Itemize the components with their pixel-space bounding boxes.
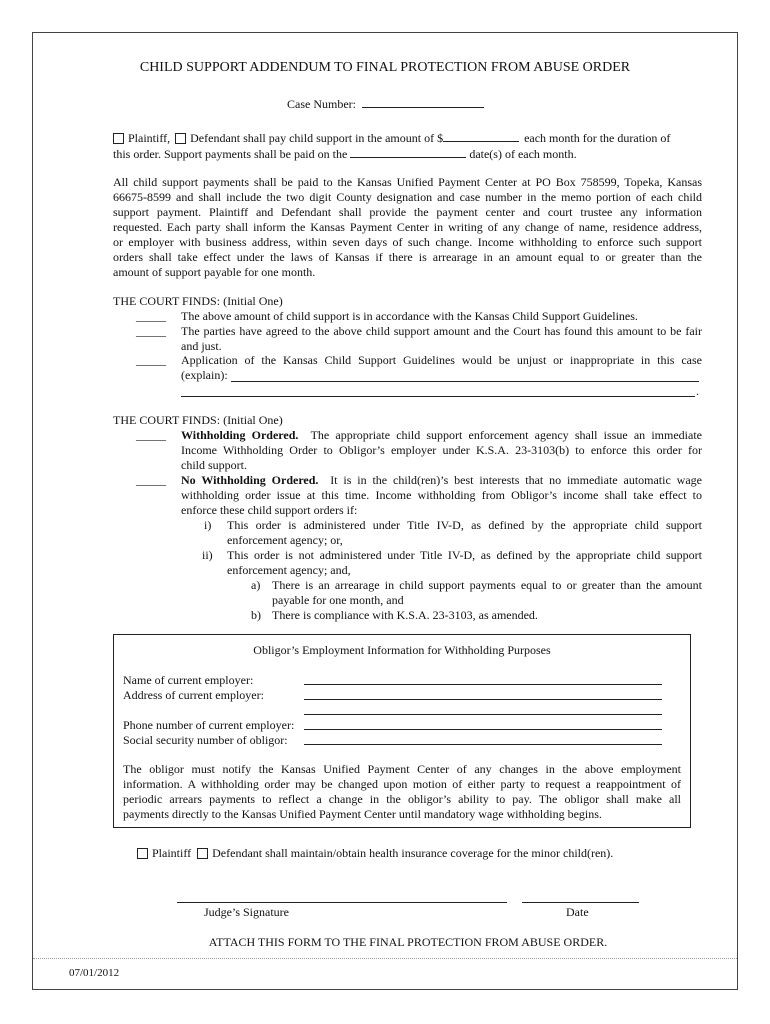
initial-blank-no-withholding[interactable]: _____ <box>136 473 166 487</box>
sub-ii-text: This order is not administered under Title IV-D, as defined by the appropriate child support <box>227 548 702 562</box>
explain-period: . <box>696 384 699 398</box>
date-line[interactable] <box>522 902 639 903</box>
payment-paragraph-line: support payment. Plaintiff and Defendant shall provide the payment center and court trustee any information <box>113 205 702 219</box>
obligor-ssn-label: Social security number of obligor: <box>123 733 288 747</box>
insurance-row <box>137 846 613 861</box>
sub-i-text: This order is administered under Title IV-D, as defined by the appropriate child support <box>227 518 702 532</box>
case-number-row <box>287 96 484 112</box>
employment-notice-line: payments directly to the Kansas Unified Payment Center until mandatory wage withholding begins. <box>123 807 602 821</box>
finding-guidelines-text: The above amount of child support is in accordance with the Kansas Child Support Guidelines. <box>181 309 638 323</box>
payment-paragraph-line: orders shall take effect under the laws of Kansas if there is arrearage in an amount equal to or greater than the <box>113 250 702 264</box>
employer-name-field[interactable] <box>304 684 662 685</box>
employment-notice-line: The obligor must notify the Kansas Unified Payment Center of any changes in the above employment <box>123 762 681 776</box>
support-amount-label: Defendant shall pay child support in the amount of $ <box>190 131 444 145</box>
finding-agreed-text: The parties have agreed to the above child support amount and the Court has found this amount to be fair <box>181 324 702 338</box>
no-withholding-text: enforce these child support orders if: <box>181 503 358 517</box>
explain-field-line-1[interactable] <box>231 381 699 382</box>
case-number-field[interactable] <box>362 96 484 108</box>
employment-notice-line: periodic arrears payments to reflect a change in the obligor’s ability to pay. The obligor shall make all <box>123 792 681 806</box>
sub-i-text: enforcement agency; or, <box>227 533 343 547</box>
payment-paragraph-line: 66675-8599 and shall include the two digit County designation and case number in the memo portion of each child <box>113 190 702 204</box>
sub-b-text: There is compliance with K.S.A. 23-3103, as amended. <box>272 608 538 622</box>
employment-notice-line: information. A withholding order may be changed upon motion of either party to request a reappointment of <box>123 777 681 791</box>
employer-address-label: Address of current employer: <box>123 688 264 702</box>
payment-date-label: this order. Support payments shall be paid on the <box>113 147 348 161</box>
explain-field-line-2[interactable] <box>181 396 695 397</box>
initial-blank-unjust[interactable]: _____ <box>136 353 166 367</box>
payment-paragraph-line: requested. Each party shall inform the Kansas Payment Center in writing of any change of name, residence address, <box>113 220 702 234</box>
employer-phone-field[interactable] <box>304 729 662 730</box>
plaintiff-payer-checkbox[interactable] <box>113 133 124 144</box>
defendant-payer-checkbox[interactable] <box>175 133 186 144</box>
support-amount-suffix: each month for the duration of <box>524 131 671 145</box>
page-edge-divider <box>33 958 737 959</box>
sub-ii-label: ii) <box>202 548 213 562</box>
sub-a-label: a) <box>251 578 261 592</box>
explain-label: (explain): <box>181 368 228 382</box>
no-withholding-line <box>181 473 702 488</box>
employer-address-field-2[interactable] <box>304 714 662 715</box>
no-withholding-text: withholding order issue at this time. Income withholding from Obligor’s income shall take effect to <box>181 488 702 502</box>
payment-paragraph-line: amount of support payable for one month. <box>113 265 316 279</box>
withholding-ordered-line <box>181 428 702 443</box>
form-title: CHILD SUPPORT ADDENDUM TO FINAL PROTECTION FROM ABUSE ORDER <box>139 60 631 75</box>
finding-agreed-text: and just. <box>181 339 222 353</box>
withholding-ordered-text: The appropriate child support enforcement agency shall issue an immediate <box>310 428 702 442</box>
case-number-label: Case Number: <box>287 97 356 111</box>
defendant-insurance-checkbox[interactable] <box>197 848 208 859</box>
findings-2-heading: THE COURT FINDS: (Initial One) <box>113 413 283 427</box>
initial-blank-withholding[interactable]: _____ <box>136 428 166 442</box>
plaintiff-insurance-checkbox[interactable] <box>137 848 148 859</box>
withholding-ordered-heading: Withholding Ordered. <box>181 428 299 442</box>
sub-ii-text: enforcement agency; and, <box>227 563 351 577</box>
withholding-ordered-text: child support. <box>181 458 247 472</box>
payment-paragraph-line: or employer with business address, within seven days of such change. Income withholding to enforce such support <box>113 235 702 249</box>
defendant-insurance-label: Defendant shall maintain/obtain health insurance coverage for the minor child(ren). <box>212 846 614 860</box>
initial-blank-guidelines[interactable]: _____ <box>136 309 166 323</box>
sub-a-text: There is an arrearage in child support payments equal to or greater than the amount <box>272 578 702 592</box>
no-withholding-text: It is in the child(ren)’s best interests that no immediate automatic wage <box>330 473 702 487</box>
sub-b-label: b) <box>251 608 261 622</box>
obligor-ssn-field[interactable] <box>304 744 662 745</box>
payment-paragraph-line: All child support payments shall be paid to the Kansas Unified Payment Center at PO Box 758599, Topeka, Kansas <box>113 175 702 189</box>
date-label: Date <box>566 905 589 919</box>
payment-date-field[interactable] <box>350 146 466 158</box>
support-amount-field[interactable] <box>443 130 519 142</box>
payment-date-suffix: date(s) of each month. <box>469 147 577 161</box>
footer-revision-date: 07/01/2012 <box>69 967 120 979</box>
withholding-ordered-text: Income Withholding Order to Obligor’s employer under K.S.A. 23-3103(b) to enforce this order for <box>181 443 702 457</box>
employer-name-label: Name of current employer: <box>123 673 254 687</box>
findings-1-heading: THE COURT FINDS: (Initial One) <box>113 294 283 308</box>
judge-signature-line[interactable] <box>177 902 507 903</box>
employer-address-field-1[interactable] <box>304 699 662 700</box>
employment-box-heading: Obligor’s Employment Information for Withholding Purposes <box>253 643 551 657</box>
support-line-2 <box>113 146 577 162</box>
sub-i-label: i) <box>204 518 212 532</box>
plaintiff-insurance-label: Plaintiff <box>152 846 192 860</box>
sub-a-text: payable for one month, and <box>272 593 404 607</box>
employer-phone-label: Phone number of current employer: <box>123 718 295 732</box>
no-withholding-heading: No Withholding Ordered. <box>181 473 319 487</box>
judge-signature-label: Judge’s Signature <box>204 905 289 919</box>
support-line-1 <box>113 130 670 146</box>
plaintiff-payer-label: Plaintiff, <box>128 131 171 145</box>
attach-notice: ATTACH THIS FORM TO THE FINAL PROTECTION FROM ABUSE ORDER. <box>208 935 608 949</box>
initial-blank-agreed[interactable]: _____ <box>136 324 166 338</box>
finding-unjust-text: Application of the Kansas Child Support Guidelines would be unjust or inappropriate in this case <box>181 353 702 367</box>
